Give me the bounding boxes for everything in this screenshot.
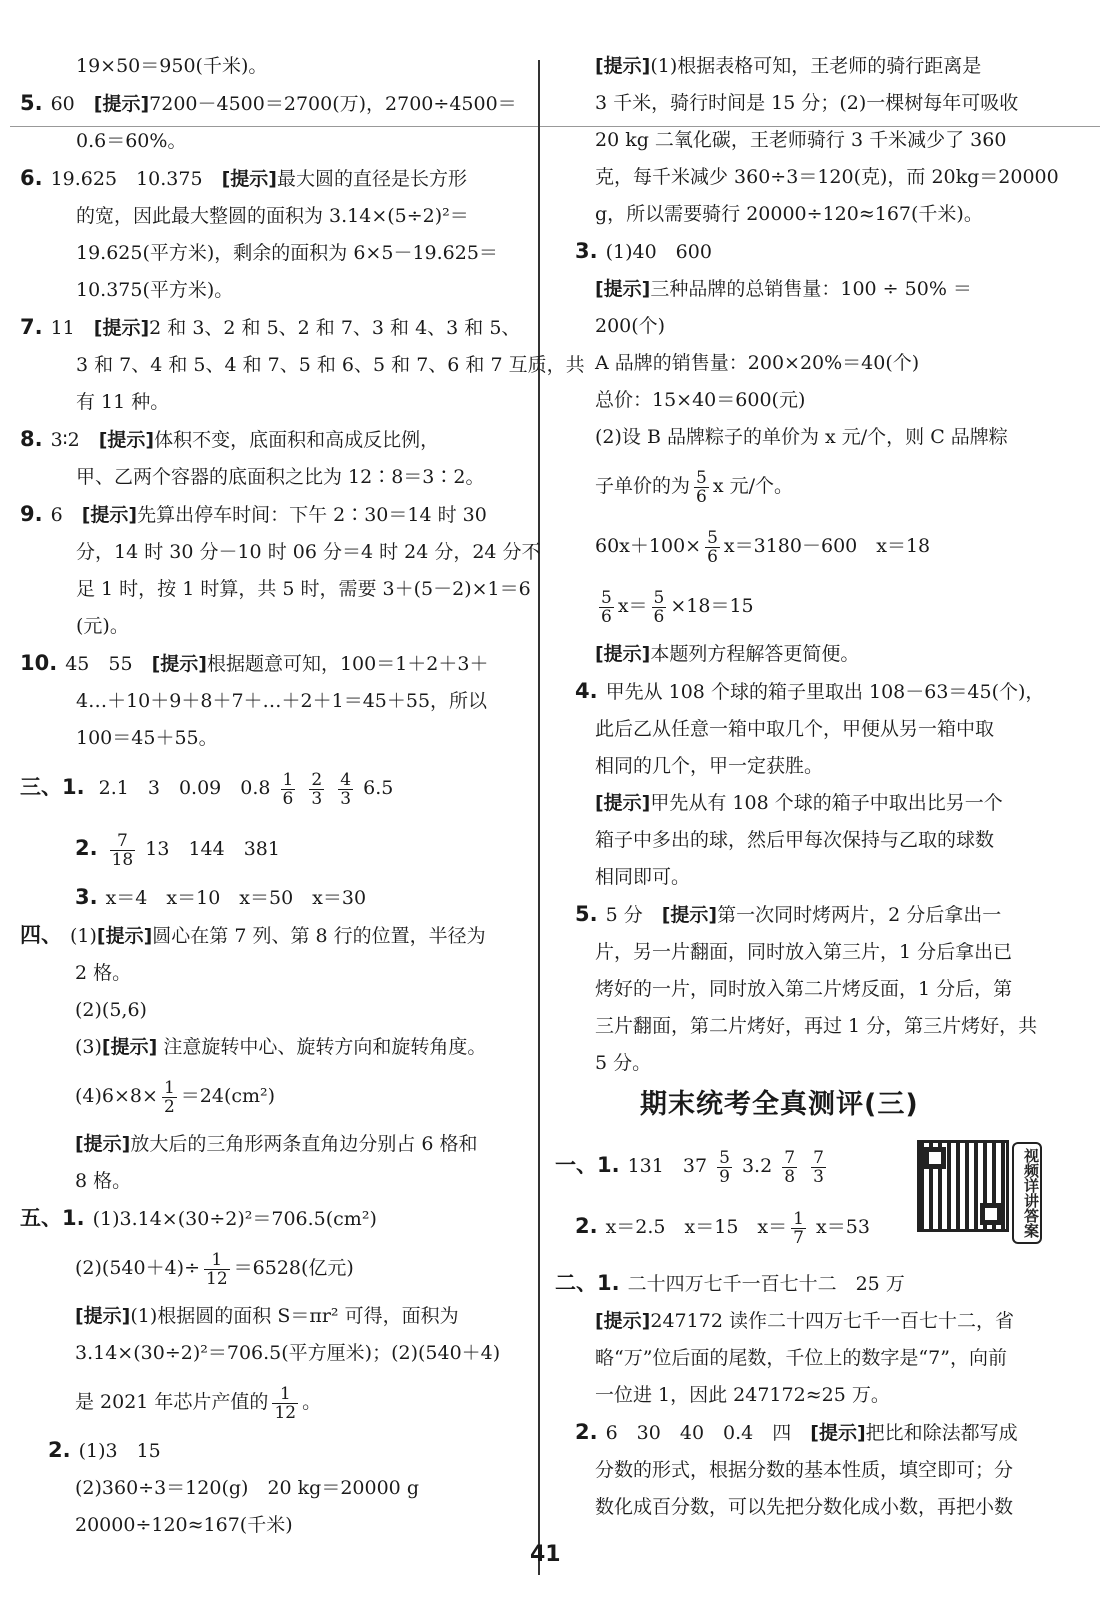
fraction: $\frac{5}{9}$ bbox=[719, 1147, 730, 1187]
hint-label: [提示] bbox=[810, 1422, 866, 1444]
item-number: 3. bbox=[575, 239, 598, 263]
answer-text: ＝24(cm²) bbox=[180, 1085, 276, 1107]
qr-label: 视频详讲答案 bbox=[1012, 1142, 1042, 1244]
item-number: 6. bbox=[20, 166, 43, 190]
answer-text: 19.625 10.375 bbox=[50, 168, 222, 190]
right-lower-block bbox=[555, 1135, 915, 1257]
answer-text: 二十四万七千一百七十二 25 万 bbox=[627, 1273, 905, 1295]
section-number: 四、 bbox=[20, 923, 62, 947]
text-line: 0.6＝60%。 bbox=[76, 130, 187, 152]
hint-text: 放大后的三角形两条直角边分别占 6 格和 bbox=[130, 1133, 478, 1155]
right-column bbox=[575, 48, 1070, 1082]
equation-line bbox=[575, 576, 1070, 636]
answer-text: 45 55 bbox=[65, 653, 152, 675]
item-number: 7. bbox=[20, 315, 43, 339]
hint-label: [提示] bbox=[81, 504, 138, 526]
item-number: 8. bbox=[20, 427, 43, 451]
answer-text: 甲先从 108 个球的箱子里取出 108－63＝45(个)， bbox=[605, 681, 1045, 703]
hint-text: 体积不变，底面积和高成反比例， bbox=[154, 429, 440, 451]
hint-label: [提示] bbox=[595, 1310, 651, 1332]
section-3-item-3 bbox=[20, 879, 535, 917]
text-line: 3 和 7、4 和 5、4 和 7、5 和 6、5 和 7、6 和 7 互质，共 bbox=[76, 354, 585, 376]
answer-text: 11 bbox=[50, 317, 94, 339]
text-line: 的宽，因此最大整圆的面积为 3.14×(5÷2)²＝ bbox=[76, 205, 469, 227]
column-divider bbox=[538, 60, 540, 1575]
fraction: $\frac{1}{7}$ bbox=[793, 1208, 804, 1248]
answer-text: (1) bbox=[70, 925, 97, 947]
answer-text: 2.1 3 0.09 0.8 bbox=[98, 777, 271, 799]
text-line: A 品牌的销售量：200×20%＝40(个) bbox=[595, 352, 920, 374]
hint-text: 最大圆的直径是长方形 bbox=[276, 168, 467, 190]
item-number: 9. bbox=[20, 502, 43, 526]
hint-label: [提示] bbox=[221, 168, 277, 190]
section-5-item-1 bbox=[20, 1200, 535, 1238]
answer-text: (2)(540＋4)÷ bbox=[75, 1257, 201, 1279]
text-line: 200(个) bbox=[595, 315, 666, 337]
fraction: $\frac{1}{12}$ bbox=[206, 1249, 228, 1289]
hint-label: [提示] bbox=[96, 925, 153, 947]
text-line bbox=[20, 1238, 535, 1298]
hint-label: [提示] bbox=[75, 1133, 131, 1155]
hint-label: [提示] bbox=[595, 55, 651, 77]
section-3-item-1 bbox=[20, 757, 535, 818]
item-number: 2. bbox=[575, 1420, 598, 1444]
text-line: 3 千米，骑行时间是 15 分；(2)一棵树每年可吸收 bbox=[595, 92, 1019, 114]
text-line: (2)设 B 品牌粽子的单价为 x 元/个，则 C 品牌粽 bbox=[595, 426, 1008, 448]
text-line: 甲、乙两个容器的底面积之比为 12∶8＝3∶2。 bbox=[76, 466, 485, 488]
answer-text: x＝53 bbox=[816, 1216, 870, 1238]
section-5-item-2 bbox=[20, 1432, 535, 1470]
hint-line bbox=[555, 1303, 1075, 1340]
text-line: (2)360÷3＝120(g) 20 kg＝20000 g bbox=[75, 1477, 419, 1499]
part-2-item-1 bbox=[555, 1265, 1075, 1303]
item-number: 10. bbox=[20, 651, 58, 675]
section-number: 一、1. bbox=[555, 1153, 620, 1177]
text-line: 5 分。 bbox=[595, 1052, 652, 1074]
hint-line bbox=[20, 1126, 535, 1163]
fraction: $\frac{1}{6}$ bbox=[282, 769, 294, 809]
text-line: 分，14 时 30 分－10 时 06 分＝4 时 24 分，24 分不 bbox=[76, 541, 541, 563]
hint-line bbox=[575, 785, 1070, 822]
hint-text: 圆心在第 7 列、第 8 行的位置，半径为 bbox=[152, 925, 486, 947]
text-line: 100＝45＋55。 bbox=[76, 727, 218, 749]
answer-text: 131 37 bbox=[627, 1155, 708, 1177]
item-number: 4. bbox=[575, 679, 598, 703]
fraction: $\frac{2}{3}$ bbox=[311, 769, 323, 809]
answer-3 bbox=[575, 233, 1070, 271]
answer-text: x＝4 x＝10 x＝50 x＝30 bbox=[105, 887, 367, 909]
item-number: 2. bbox=[48, 1438, 71, 1462]
fraction: $\frac{1}{2}$ bbox=[163, 1077, 175, 1117]
text-line: 20 kg 二氧化碳，王老师骑行 3 千米减少了 360 bbox=[595, 129, 1007, 151]
answer-text: (4)6×8× bbox=[75, 1085, 158, 1107]
text-line: 此后乙从任意一箱中取几个，甲便从另一箱中取 bbox=[595, 718, 995, 740]
answer-text: x＝2.5 x＝15 x＝ bbox=[605, 1216, 788, 1238]
fraction: $\frac{7}{3}$ bbox=[813, 1147, 824, 1187]
text-line: 相同即可。 bbox=[595, 866, 691, 888]
hint-text: (1)根据圆的面积 S＝πr² 可得，面积为 bbox=[130, 1305, 459, 1327]
part-2-block bbox=[555, 1265, 1075, 1526]
answer-text: 子单价的为 bbox=[595, 475, 691, 497]
text-line: 总价：15×40＝600(元) bbox=[595, 389, 806, 411]
text-line: 20000÷120≈167(千米) bbox=[75, 1514, 293, 1536]
hint-text: 三种品牌的总销售量：100 ÷ 50% ＝ bbox=[650, 278, 972, 300]
answer-10 bbox=[20, 645, 535, 683]
item-number: 5. bbox=[20, 91, 43, 115]
text-line bbox=[20, 1372, 535, 1432]
answer-text: x＝ bbox=[617, 595, 648, 617]
hint-text: 7200－4500＝2700(万)，2700÷4500＝ bbox=[149, 93, 517, 115]
answer-text: 3.2 bbox=[741, 1155, 773, 1177]
text-line: 烤好的一片，同时放入第二片烤反面，1 分后，第 bbox=[595, 978, 1013, 1000]
answer-text: 3∶2 bbox=[50, 429, 99, 451]
hint-text: 注意旋转中心、旋转方向和旋转角度。 bbox=[157, 1036, 487, 1058]
item-number: 2. bbox=[75, 836, 98, 860]
answer-text: 6.5 bbox=[363, 777, 394, 799]
fraction: $\frac{5}{6}$ bbox=[601, 587, 612, 627]
text-line: 箱子中多出的球，然后甲每次保持与乙取的球数 bbox=[595, 829, 995, 851]
part-1-item-1 bbox=[555, 1135, 915, 1196]
hint-text: 先算出停车时间：下午 2∶30＝14 时 30 bbox=[137, 504, 487, 526]
hint-text: 本题列方程解答更简便。 bbox=[650, 643, 860, 665]
fraction: $\frac{5}{6}$ bbox=[707, 527, 718, 567]
section-number: 五、1. bbox=[20, 1206, 85, 1230]
text-line: 片，另一片翻面，同时放入第三片，1 分后拿出已 bbox=[595, 941, 1013, 963]
text-line: 8 格。 bbox=[75, 1170, 132, 1192]
text-line: 19.625(平方米)，剩余的面积为 6×5－19.625＝ bbox=[76, 242, 498, 264]
section-4-item-3 bbox=[20, 1029, 535, 1066]
fraction: $\frac{5}{6}$ bbox=[653, 587, 665, 627]
text-line: 10.375(平方米)。 bbox=[76, 279, 234, 301]
hint-label: [提示] bbox=[661, 904, 718, 926]
text-line: 足 1 时，按 1 时算，共 5 时，需要 3＋(5－2)×1＝6 bbox=[76, 578, 531, 600]
answer-text: 60 bbox=[50, 93, 94, 115]
fraction: $\frac{4}{3}$ bbox=[340, 769, 352, 809]
text-line: 克，每千米减少 360÷3＝120(克)，而 20kg＝20000 bbox=[595, 166, 1059, 188]
part-2-item-2 bbox=[555, 1414, 1075, 1452]
hint-label: [提示] bbox=[595, 643, 651, 665]
hint-line bbox=[575, 636, 1070, 673]
text-line: 3.14×(30÷2)²＝706.5(平方厘米)；(2)(540＋4) bbox=[75, 1342, 501, 1364]
hint-text: 247172 读作二十四万七千一百七十二，省 bbox=[650, 1310, 1014, 1332]
fraction: $\frac{5}{6}$ bbox=[696, 467, 707, 507]
section-title: 期末统考全真测评(三) bbox=[640, 1089, 919, 1120]
hint-line bbox=[575, 48, 1070, 85]
text-line bbox=[575, 456, 1070, 516]
hint-label: [提示] bbox=[101, 1036, 158, 1058]
text-line: 略“万”位后面的尾数，千位上的数字是“7”，向前 bbox=[595, 1347, 1007, 1369]
answer-text: 60x＋100× bbox=[595, 535, 702, 557]
answer-5 bbox=[20, 85, 535, 123]
answer-9 bbox=[20, 496, 535, 534]
qr-code[interactable] bbox=[917, 1140, 1009, 1232]
text-line: 2 格。 bbox=[75, 962, 132, 984]
hint-label: [提示] bbox=[75, 1305, 131, 1327]
text-line: (2)(5,6) bbox=[75, 999, 147, 1021]
hint-label: [提示] bbox=[98, 429, 155, 451]
item-number: 5. bbox=[575, 902, 598, 926]
answer-text: 5 分 bbox=[605, 904, 662, 926]
hint-text: (1)根据表格可知，王老师的骑行距离是 bbox=[650, 55, 982, 77]
answer-text: (3) bbox=[75, 1036, 102, 1058]
answer-text: 13 144 381 bbox=[145, 838, 280, 860]
hint-text: 。 bbox=[302, 1391, 322, 1413]
hint-line bbox=[20, 1298, 535, 1335]
equation-line bbox=[575, 516, 1070, 576]
text-line: 相同的几个，甲一定获胜。 bbox=[595, 755, 824, 777]
item-number: 3. bbox=[75, 885, 98, 909]
item-number: 2. bbox=[575, 1214, 598, 1238]
hint-text: 2 和 3、2 和 5、2 和 7、3 和 4、3 和 5、 bbox=[149, 317, 521, 339]
section-4-item-1 bbox=[20, 917, 535, 955]
section-number: 二、1. bbox=[555, 1271, 620, 1295]
answer-7 bbox=[20, 309, 535, 347]
hint-text: 把比和除法都写成 bbox=[865, 1422, 1018, 1444]
answer-text: (1)3.14×(30÷2)²＝706.5(cm²) bbox=[92, 1208, 377, 1230]
part-1-item-2 bbox=[555, 1196, 915, 1257]
text-line: 有 11 种。 bbox=[76, 391, 170, 413]
hint-text: 甲先从有 108 个球的箱子中取出比另一个 bbox=[650, 792, 1003, 814]
text-line: 数化成百分数，可以先把分数化成小数，再把小数 bbox=[595, 1496, 1014, 1518]
answer-text: (1)3 15 bbox=[78, 1440, 161, 1462]
hint-label: [提示] bbox=[595, 278, 651, 300]
answer-text: 6 30 40 0.4 四 bbox=[605, 1422, 811, 1444]
hint-label: [提示] bbox=[595, 792, 651, 814]
text-line: 三片翻面，第二片烤好，再过 1 分，第三片烤好，共 bbox=[595, 1015, 1038, 1037]
text-line: 19×50＝950(千米)。 bbox=[76, 55, 268, 77]
fraction: $\frac{7}{8}$ bbox=[784, 1147, 796, 1187]
answer-6 bbox=[20, 160, 535, 198]
text-line: g，所以需要骑行 20000÷120≈167(千米)。 bbox=[595, 203, 983, 225]
fraction: $\frac{1}{12}$ bbox=[274, 1383, 297, 1423]
answer-text: (1)40 600 bbox=[605, 241, 712, 263]
answer-text: ＝6528(亿元) bbox=[233, 1257, 354, 1279]
answer-5 bbox=[575, 896, 1070, 934]
answer-text: x＝3180－600 x＝18 bbox=[723, 535, 931, 557]
section-number: 三、1. bbox=[20, 775, 85, 799]
hint-label: [提示] bbox=[93, 93, 150, 115]
hint-label: [提示] bbox=[151, 653, 207, 675]
answer-8 bbox=[20, 421, 535, 459]
text-line: 一位进 1，因此 247172≈25 万。 bbox=[595, 1384, 890, 1406]
hint-line bbox=[575, 271, 1070, 308]
text-line: 4…＋10＋9＋8＋7＋…＋2＋1＝45＋55，所以 bbox=[76, 690, 488, 712]
hint-text: 是 2021 年芯片产值的 bbox=[75, 1391, 269, 1413]
text-line: 分数的形式，根据分数的基本性质，填空即可；分 bbox=[595, 1459, 1014, 1481]
answer-text: ×18＝15 bbox=[670, 595, 754, 617]
section-3-item-2 bbox=[20, 818, 535, 879]
answer-text: 6 bbox=[50, 504, 82, 526]
hint-text: 第一次同时烤两片，2 分后拿出一 bbox=[717, 904, 1002, 926]
left-column bbox=[20, 48, 585, 1544]
hint-text: 根据题意可知，100＝1＋2＋3＋ bbox=[206, 653, 489, 675]
hint-label: [提示] bbox=[93, 317, 150, 339]
answer-text: x 元/个。 bbox=[712, 475, 794, 497]
fraction: $\frac{7}{18}$ bbox=[111, 830, 134, 870]
page-number: 41 bbox=[530, 1542, 561, 1567]
answer-4 bbox=[575, 673, 1070, 711]
section-4-item-4 bbox=[20, 1066, 535, 1126]
text-line: (元)。 bbox=[76, 615, 129, 637]
